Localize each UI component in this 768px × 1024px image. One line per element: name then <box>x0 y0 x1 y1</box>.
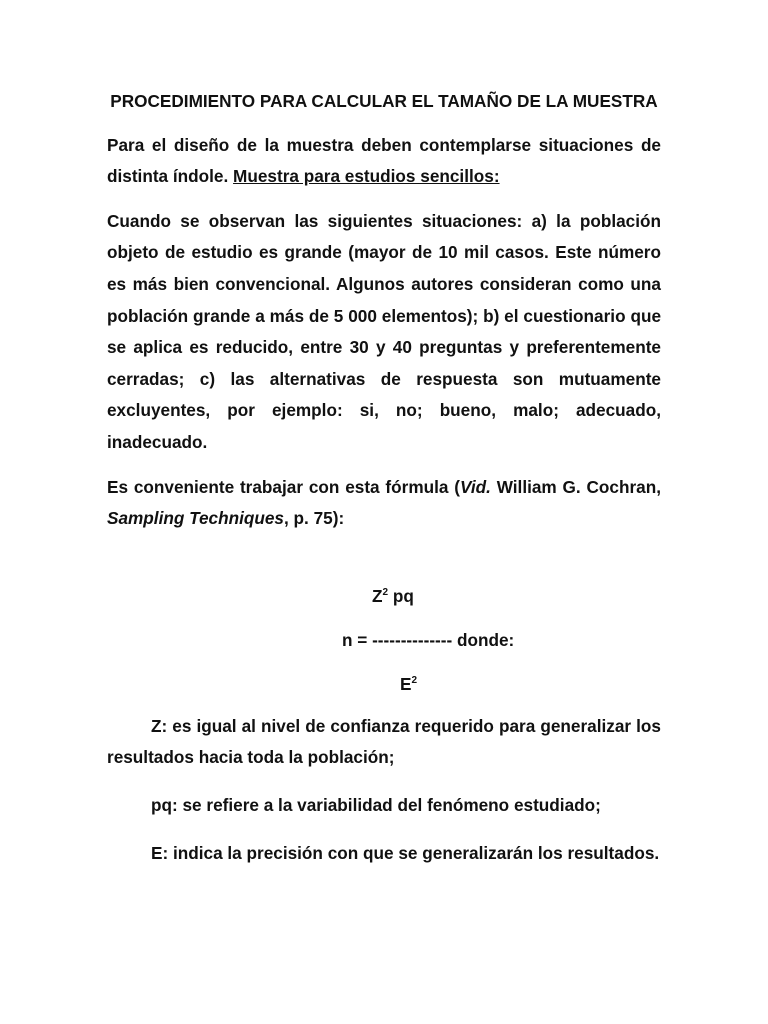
conditions-paragraph: Cuando se observan las siguientes situaciones: a) la población objeto de estudio es grande (mayor de 10 mil casos. Este número es más bien convencional. Algunos autores consideran como una población grande a más de 5 000 elementos); b) el cuestionario que se aplica es reducido, entre 30 y 40 preguntas y preferentemente cerradas; c) las alternativas de respuesta son mutuamente excluyentes, por ejemplo: si, no; bueno, malo; adecuado, inadecuado. <box>107 210 661 452</box>
document-page <box>107 86 661 869</box>
intro-text: Para el diseño de la muestra deben contemplarse situaciones de distinta índole. <box>107 134 661 187</box>
formula-numerator <box>372 581 414 613</box>
definition-z: Z: es igual al nivel de confianza requerido para generalizar los resultados hacia toda la población; <box>107 715 661 768</box>
definition-pq: pq: se refiere a la variabilidad del fenómeno estudiado; <box>151 794 601 815</box>
document-title: PROCEDIMIENTO PARA CALCULAR EL TAMAÑO DE LA MUESTRA <box>110 91 658 111</box>
formula-intro-paragraph <box>107 472 661 535</box>
denominator-exponent: 2 <box>411 674 418 686</box>
numerator-base: Z <box>372 585 383 606</box>
definition-e: E: indica la precisión con que se generalizarán los resultados. <box>151 842 660 863</box>
vid-abbreviation: Vid. <box>460 476 491 497</box>
book-title: Sampling Techniques <box>107 508 284 529</box>
formula-denominator <box>400 669 417 701</box>
formula-equation-line: n = -------------- donde: <box>342 629 515 650</box>
section-heading-underlined: Muestra para estudios sencillos: <box>233 166 500 187</box>
numerator-rest: pq <box>388 585 414 606</box>
intro-paragraph <box>107 130 661 193</box>
sample-size-formula <box>107 581 661 711</box>
formula-intro-suffix: , p. 75): <box>284 508 345 529</box>
formula-intro-prefix: Es conveniente trabajar con esta fórmula ( <box>107 476 460 497</box>
numerator-exponent: 2 <box>382 586 389 598</box>
formula-intro-author: William G. Cochran, <box>490 476 661 497</box>
denominator-base: E <box>400 673 412 694</box>
